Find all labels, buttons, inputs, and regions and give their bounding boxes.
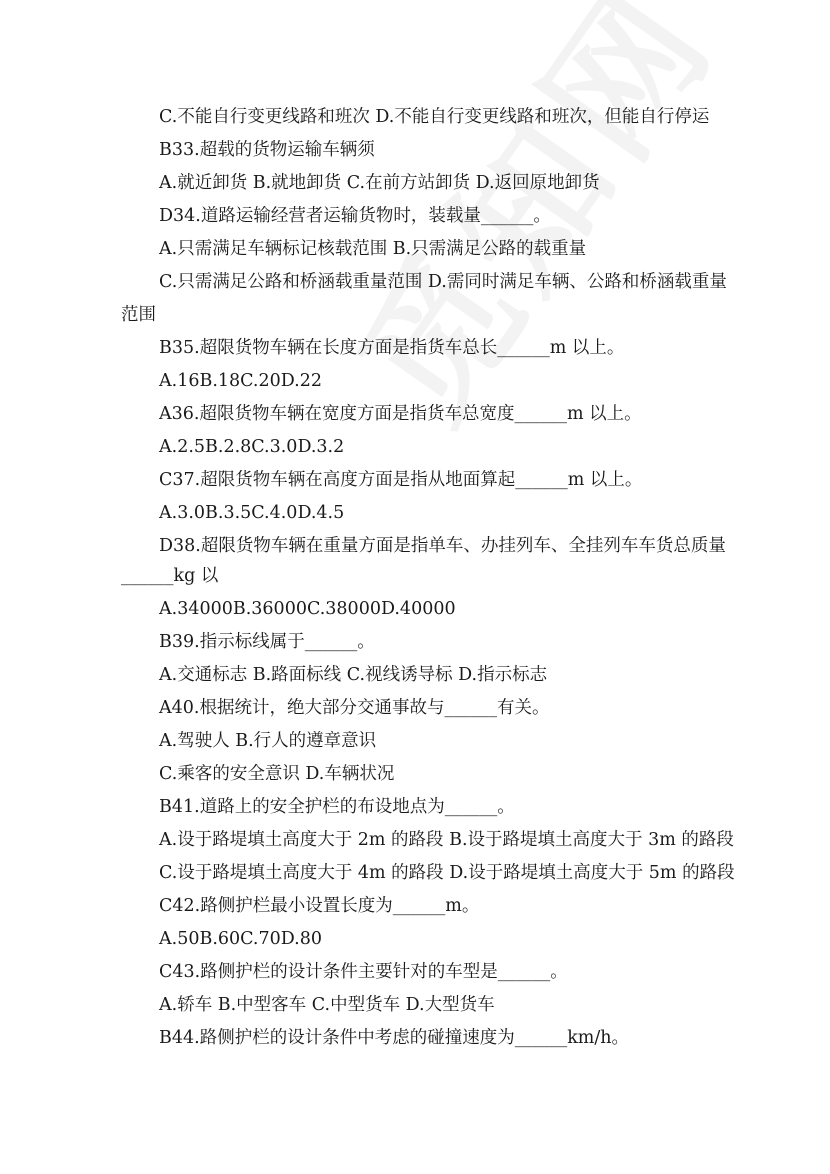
text-line: C43.路侧护栏的设计条件主要针对的车型是______。 bbox=[159, 962, 568, 982]
text-line: A.驾驶人 B.行人的遵章意识 bbox=[159, 731, 377, 751]
text-line: C.设于路堤填土高度大于 4m 的路段 D.设于路堤填土高度大于 5m 的路段 bbox=[159, 863, 735, 883]
text-line: 范围 bbox=[121, 305, 156, 325]
text-line: D38.超限货物车辆在重量方面是指单车、办挂列车、全挂列车车货总质量 bbox=[159, 536, 726, 556]
text-line: B33.超载的货物运输车辆须 bbox=[159, 140, 375, 160]
text-line: C37.超限货物车辆在高度方面是指从地面算起______m 以上。 bbox=[159, 470, 643, 490]
text-line: A.轿车 B.中型客车 C.中型货车 D.大型货车 bbox=[159, 995, 495, 1015]
text-line: ______kg 以 bbox=[121, 566, 219, 586]
text-line: A40.根据统计，绝大部分交通事故与______有关。 bbox=[159, 698, 550, 718]
text-line: B35.超限货物车辆在长度方面是指货车总长______m 以上。 bbox=[159, 338, 625, 358]
text-line: A36.超限货物车辆在宽度方面是指货车总宽度______m 以上。 bbox=[159, 404, 642, 424]
text-line: A.50B.60C.70D.80 bbox=[159, 929, 322, 949]
text-line: A.设于路堤填土高度大于 2m 的路段 B.设于路堤填土高度大于 3m 的路段 bbox=[159, 830, 734, 850]
text-line: C.乘客的安全意识 D.车辆状况 bbox=[159, 764, 395, 784]
text-line: A.3.0B.3.5C.4.0D.4.5 bbox=[159, 503, 345, 523]
text-line: A.16B.18C.20D.22 bbox=[159, 371, 322, 391]
text-line: C.只需满足公路和桥涵载重量范围 D.需同时满足车辆、公路和桥涵载重量 bbox=[159, 272, 727, 292]
text-line: A.交通标志 B.路面标线 C.视线诱导标 D.指示标志 bbox=[159, 665, 548, 685]
text-line: B44.路侧护栏的设计条件中考虑的碰撞速度为______km/h。 bbox=[159, 1028, 630, 1048]
text-line: B41.道路上的安全护栏的布设地点为______。 bbox=[159, 797, 515, 817]
text-line: A.就近卸货 B.就地卸货 C.在前方站卸货 D.返回原地卸货 bbox=[159, 173, 600, 193]
text-line: A.只需满足车辆标记核载范围 B.只需满足公路的载重量 bbox=[159, 239, 587, 259]
text-line: C.不能自行变更线路和班次 D.不能自行变更线路和班次，但能自行停运 bbox=[159, 107, 710, 127]
text-line: A.34000B.36000C.38000D.40000 bbox=[159, 599, 456, 619]
text-line: C42.路侧护栏最小设置长度为______m。 bbox=[159, 896, 480, 916]
text-line: D34.道路运输经营者运输货物时，装载量______。 bbox=[159, 206, 551, 226]
text-line: B39.指示标线属于______。 bbox=[159, 632, 375, 652]
text-line: A.2.5B.2.8C.3.0D.3.2 bbox=[159, 437, 345, 457]
